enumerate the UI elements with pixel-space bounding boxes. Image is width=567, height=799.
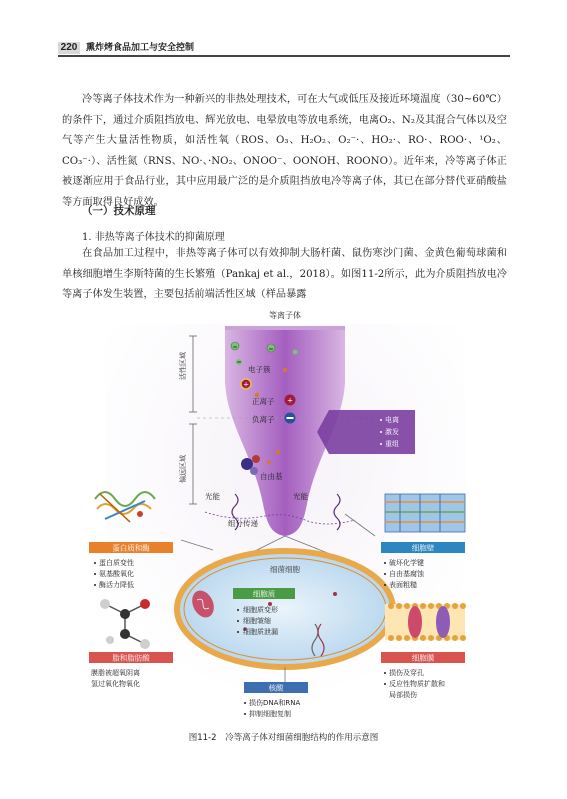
process-item: 重组 [385, 440, 399, 448]
light-energy-left-label: 光能 [205, 492, 220, 501]
free-radical-label: 自由基 [260, 472, 283, 481]
cell-wall-item: 自由基腐蚀 [389, 570, 424, 578]
positive-ion-label: 正离子 [252, 397, 275, 406]
cell-center-label: 细菌细胞 [270, 565, 300, 574]
caption-text: 冷等离子体对细菌细胞结构的作用示意图 [225, 733, 379, 743]
paragraph-principle [62, 244, 507, 306]
protein-item: 氨基酸氧化 [99, 570, 134, 578]
nucleic-item: 损伤DNA和RNA [249, 699, 301, 707]
cytoplasm-item: 细胞皱缩 [243, 617, 271, 625]
page-header [0, 0, 567, 58]
lipid-item: 膜脂被超氧阴离 [91, 669, 140, 677]
process-item: 激发 [385, 428, 399, 436]
figure-diagram [85, 304, 485, 724]
figure-caption [0, 731, 567, 743]
membrane-item: 局部损伤 [389, 691, 417, 699]
cytoplasm-title: 细胞质 [252, 589, 276, 599]
electron-particle-3 [293, 350, 298, 355]
cell-membrane-image [385, 603, 466, 641]
svg-text:=: = [232, 343, 238, 351]
paragraph-intro [62, 90, 507, 214]
protein-item: 酶活力降低 [99, 581, 134, 589]
process-item: 电离 [385, 416, 399, 424]
membrane-item: 反应性物质扩散和 [389, 680, 445, 688]
process-callout [317, 410, 415, 454]
negative-ion-label: 负离子 [252, 415, 275, 424]
light-energy-right-label: 光能 [293, 492, 308, 501]
group-transfer-label: 组分传递 [228, 519, 258, 528]
paragraph-intro-text: 冷等离子体技术作为一种新兴的非热处理技术，可在大气或低压及接近环境温度（30~60℃）的条件下，通过介质阻挡放电、辉光放电、电晕放电等放电系统，电离O₂、N₂及其混合气体以及空气等产生大量活性物质，如活性氧（ROS、O₃、H₂O₂、O₂⁻·、HO₂·、RO·、ROO·、¹O₂、CO₃⁻·）、活性氮（RNS、NO·、·NO₂、ONOO⁻、OONOH、ROONO）。近年来，冷等离子体正被逐渐应用于食品行业，其中应用最广泛的是介质阻挡放电冷等离子体，其已在部分替代亚硝酸盐等方面取得良好成效。 [62, 94, 507, 208]
cell-wall-item: 破坏化学键 [389, 559, 424, 567]
plasma-label: 等离子体 [269, 311, 301, 320]
figure-11-2 [85, 304, 485, 724]
svg-text:+: + [287, 396, 293, 405]
lipid-item: 氢过氧化物氧化 [91, 680, 140, 688]
caption-number: 图11-2 [188, 733, 217, 743]
active-region-label: 活性区域 [179, 352, 187, 380]
cell-wall-title: 细胞壁 [411, 543, 435, 553]
remote-region-label: 偏远区域 [179, 455, 187, 483]
electron-label: 电子簇 [248, 365, 271, 374]
membrane-item: 损伤及穿孔 [389, 669, 424, 677]
nucleic-title: 核酸 [268, 683, 284, 693]
paragraph-principle-text: 在食品加工过程中，非热等离子体可以有效抑制大肠杆菌、鼠伤寒沙门菌、金黄色葡萄球菌和单核细胞增生李斯特菌的生长繁殖（Pankaj et al.，2018）。如图11-2所示，此为介质阻挡放电冷等离子体发生装置，主要包括前端活性区域（样品暴露 [62, 248, 507, 301]
cytoplasm-item: 细胞质泄漏 [243, 628, 278, 636]
protein-title: 蛋白质和酶 [112, 543, 150, 553]
lipid-title: 脂和脂肪酸 [112, 653, 150, 663]
cell-wall-image [385, 494, 465, 532]
membrane-title: 细胞膜 [411, 653, 435, 663]
svg-text:=: = [268, 345, 274, 353]
running-title: 熏炸烤食品加工与安全控制 [86, 43, 195, 53]
cell-wall-item: 表面粗糙 [389, 581, 417, 589]
subsection-title: 1. 非热等离子体技术的抑菌原理 [82, 232, 225, 243]
page-number: 220 [58, 42, 80, 54]
section-title: （一）技术原理 [82, 205, 156, 217]
cytoplasm-item: 细胞质变形 [243, 606, 278, 614]
header-rule [58, 55, 510, 57]
svg-text:+: + [243, 380, 249, 389]
svg-text:=: = [236, 359, 242, 366]
protein-item: 蛋白质变性 [99, 559, 134, 567]
nucleic-item: 抑制细胞复制 [249, 710, 291, 718]
